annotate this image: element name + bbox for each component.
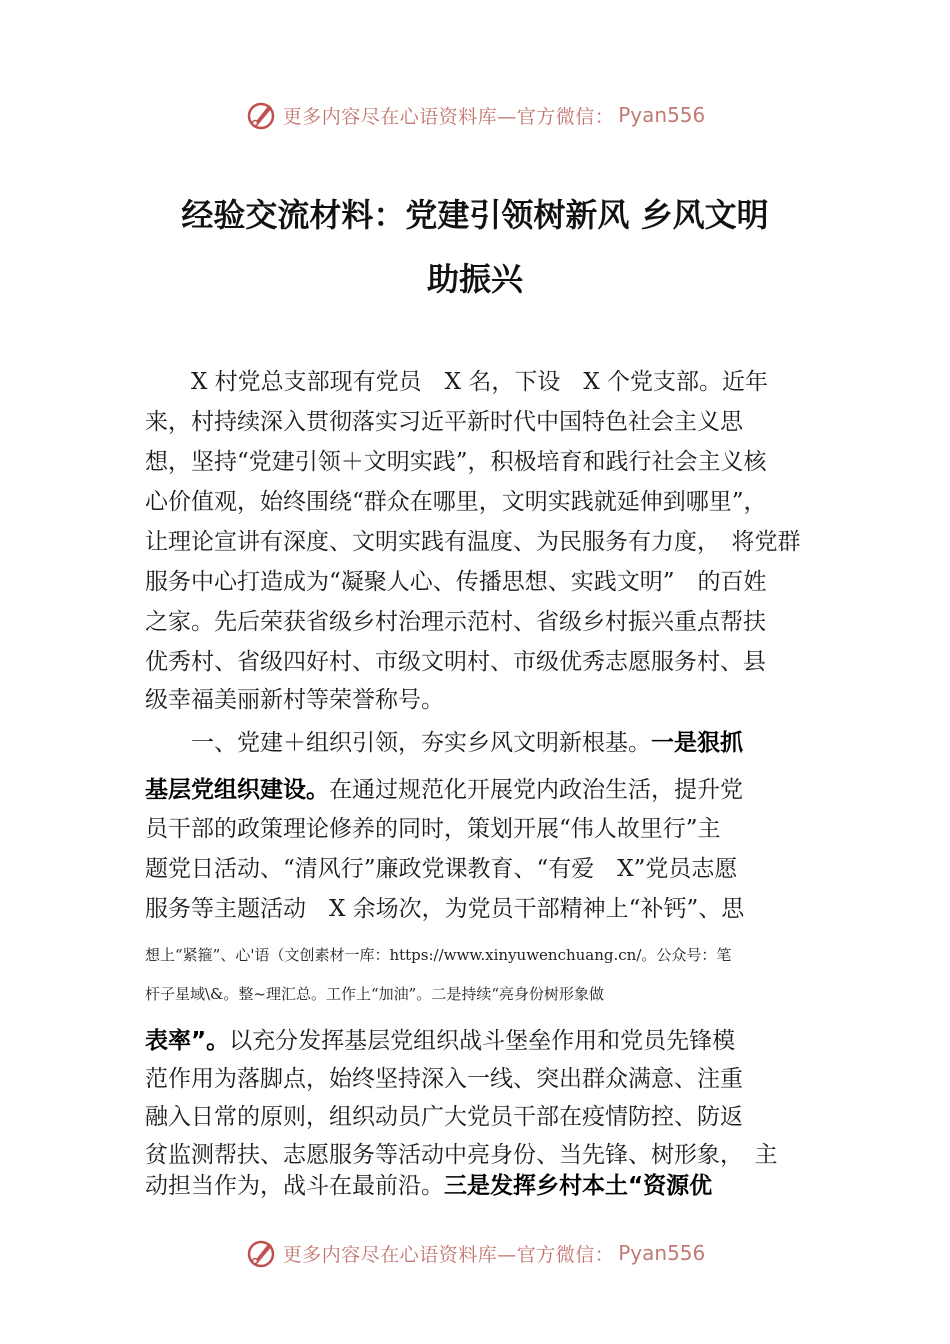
watermark-handle: Pyan556 <box>618 1241 706 1265</box>
body-text: 动担当作为，战斗在最前沿。 <box>145 1173 444 1199</box>
footer-watermark <box>0 1233 950 1273</box>
small-body-line: 杆子星域\&。整~理汇总。工作上“加油”。二是持续“亮身份树形象做 <box>145 985 604 1003</box>
body-line: X 村党总支部现有党员 X 名，下设 X 个党支部。近年 <box>145 369 769 395</box>
body-line: 心价值观，始终围绕“群众在哪里，文明实践就延伸到哪里”， <box>145 489 767 515</box>
bold-lead: 基层党组织建设。 <box>145 777 329 803</box>
bold-lead: 表率”。 <box>145 1028 230 1054</box>
watermark-text: 更多内容尽在心语资料库—官方微信： <box>282 1243 615 1266</box>
small-body-line: 想上“紧箍”、心'语（文创素材一库：https://www.xinyuwenchuang.cn/。公众号：笔 <box>145 946 732 964</box>
body-line: 之家。先后荣获省级乡村治理示范村、省级乡村振兴重点帮扶 <box>145 609 766 635</box>
body-line <box>145 1167 712 1200</box>
body-line: 来，村持续深入贯彻落实习近平新时代中国特色社会主义思 <box>145 409 743 435</box>
body-line: 级幸福美丽新村等荣誉称号。 <box>145 687 444 713</box>
body-text: 以充分发挥基层党组织战斗堡垒作用和党员先锋模 <box>229 1028 736 1054</box>
quill-logo-icon <box>245 1237 277 1269</box>
body-line: 贫监测帮扶、志愿服务等活动中亮身份、当先锋、树形象， 主 <box>145 1142 778 1168</box>
quill-logo-icon <box>245 99 277 131</box>
body-text: 在通过规范化开展党内政治生活，提升党 <box>329 777 743 803</box>
header-watermark <box>0 95 950 135</box>
body-line: 题党日活动、“清风行”廉政党课教育、“有爱 X”党员志愿 <box>145 856 738 882</box>
bold-lead: 三是发挥乡村本土“资源优 <box>444 1173 713 1199</box>
section-heading-line <box>145 724 743 757</box>
body-line: 服务中心打造成为“凝聚人心、传播思想、实践文明” 的百姓 <box>145 569 767 595</box>
body-line: 服务等主题活动 X 余场次，为党员干部精神上“补钙”、思 <box>145 896 745 922</box>
document-title: 经验交流材料：党建引领树新风 乡风文明 <box>181 196 769 234</box>
bold-lead: 一是狠抓 <box>651 730 743 756</box>
body-line: 想，坚持“党建引领＋文明实践”，积极培育和践行社会主义核 <box>145 449 767 475</box>
section-heading: 一、党建＋组织引领，夯实乡风文明新根基。 <box>145 730 651 756</box>
body-line: 范作用为落脚点，始终坚持深入一线、突出群众满意、注重 <box>145 1066 743 1092</box>
watermark-text: 更多内容尽在心语资料库—官方微信： <box>282 105 615 128</box>
body-line <box>145 771 743 804</box>
body-line: 让理论宣讲有深度、文明实践有温度、为民服务有力度， 将党群 <box>145 529 801 555</box>
watermark-handle: Pyan556 <box>618 103 706 127</box>
body-line <box>145 1022 735 1055</box>
document-title-continued: 助振兴 <box>426 260 523 298</box>
body-line: 融入日常的原则，组织动员广大党员干部在疫情防控、防返 <box>145 1104 743 1130</box>
body-line: 员干部的政策理论修养的同时，策划开展“伟人故里行”主 <box>145 816 721 842</box>
body-line: 优秀村、省级四好村、市级文明村、市级优秀志愿服务村、县 <box>145 649 766 675</box>
